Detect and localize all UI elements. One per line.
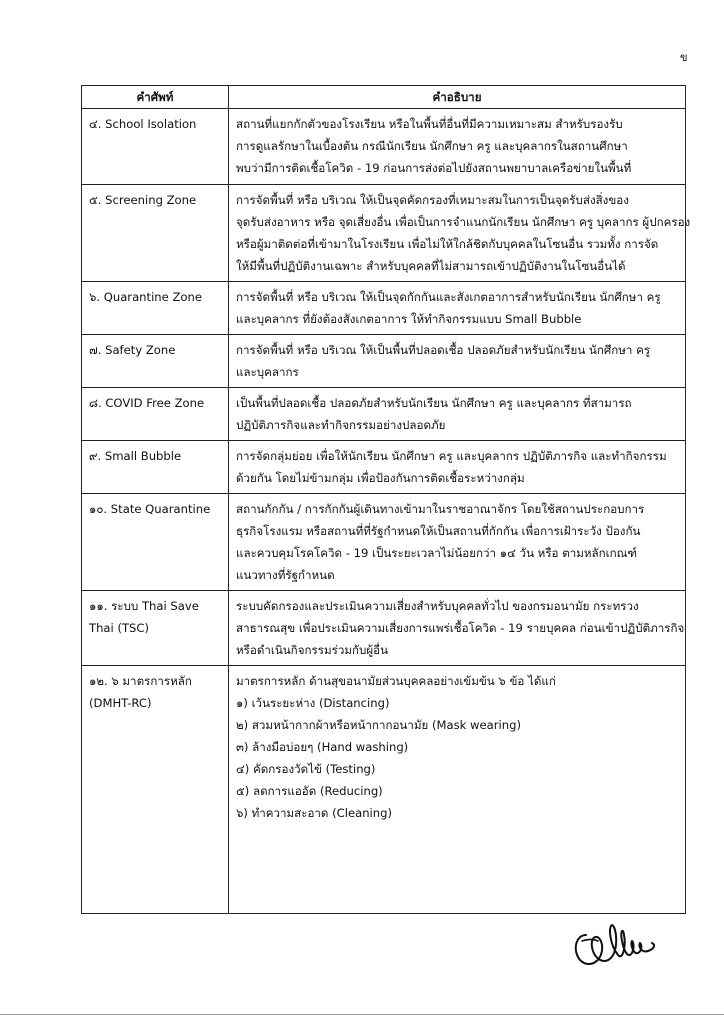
- description-line: สถานที่แยกกักตัวของโรงเรียน หรือในพื้นที่อื่นที่มีความเหมาะสม สำหรับรองรับ: [236, 117, 623, 131]
- term-cell: ๗. Safety Zone: [82, 335, 229, 388]
- header-term: คำศัพท์: [82, 86, 229, 109]
- term-cell: ๔. School Isolation: [82, 109, 229, 185]
- description-cell: [229, 388, 686, 441]
- description-line: ๒) สวมหน้ากากผ้าหรือหน้ากากอนามัย (Mask wearing): [236, 718, 521, 732]
- description-line: ๕) ลดการแออัด (Reducing): [236, 784, 383, 798]
- description-line: ๖) ทำความสะอาด (Cleaning): [236, 806, 393, 820]
- signature: [568, 905, 668, 973]
- page-number: ข: [680, 51, 688, 64]
- bottom-rule: [0, 1014, 724, 1015]
- description-line: ด้วยกัน โดยไม่ข้ามกลุ่ม เพื่อป้องกันการติดเชื้อระหว่างกลุ่ม: [236, 471, 525, 485]
- table-row: [82, 388, 686, 441]
- table-header-row: [82, 86, 686, 109]
- description-line: ปฏิบัติภารกิจและทำกิจกรรมอย่างปลอดภัย: [236, 418, 446, 432]
- description-line: การดูแลรักษาในเบื้องต้น กรณีนักเรียน นักศึกษา ครู และบุคลากรในสถานศึกษา: [236, 139, 628, 153]
- description-line: สาธารณสุข เพื่อประเมินความเสี่ยงการแพร่เชื้อโควิด - 19 รายบุคคล ก่อนเข้าปฏิบัติภารกิจ: [236, 621, 685, 635]
- description-line: ให้มีพื้นที่ปฏิบัติงานเฉพาะ สำหรับบุคคลที่ไม่สามารถเข้าปฏิบัติงานในโซนอื่นได้: [236, 259, 626, 273]
- description-line: การจัดพื้นที่ หรือ บริเวณ ให้เป็นจุดคัดกรองที่เหมาะสมในการเป็นจุดรับส่งสิ่งของ: [236, 193, 629, 207]
- description-line: ธุรกิจโรงแรม หรือสถานที่ที่รัฐกำหนดให้เป็นสถานที่กักกัน เพื่อการเฝ้าระวัง ป้องกัน: [236, 524, 641, 538]
- term-cell: ๘. COVID Free Zone: [82, 388, 229, 441]
- term-cell: ๑๒. ๖ มาตรการหลัก (DMHT-RC): [82, 666, 229, 914]
- description-line: ๓) ล้างมือบ่อยๆ (Hand washing): [236, 740, 409, 754]
- description-line: การจัดพื้นที่ หรือ บริเวณ ให้เป็นจุดกักกันและสังเกตอาการสำหรับนักเรียน นักศึกษา ครู: [236, 290, 661, 304]
- term-cell: ๖. Quarantine Zone: [82, 282, 229, 335]
- description-line: ๔) คัดกรองวัดไข้ (Testing): [236, 762, 376, 776]
- description-line: ๑) เว้นระยะห่าง (Distancing): [236, 696, 390, 710]
- term-cell: ๑๑. ระบบ Thai Save Thai (TSC): [82, 591, 229, 666]
- table-row: [82, 185, 686, 282]
- description-line: พบว่ามีการติดเชื้อโควิด - 19 ก่อนการส่งต่อไปยังสถานพยาบาลเครือข่ายในพื้นที่: [236, 161, 632, 175]
- description-line: สถานกักกัน / การกักกันผู้เดินทางเข้ามาในราชอาณาจักร โดยใช้สถานประกอบการ: [236, 502, 645, 516]
- table-row: [82, 441, 686, 494]
- description-cell: [229, 441, 686, 494]
- description-cell: [229, 109, 686, 185]
- description-line: การจัดพื้นที่ หรือ บริเวณ ให้เป็นพื้นที่ปลอดเชื้อ ปลอดภัยสำหรับนักเรียน นักศึกษา ครู: [236, 343, 651, 357]
- header-description: คำอธิบาย: [229, 86, 686, 109]
- description-line: ระบบคัดกรองและประเมินความเสี่ยงสำหรับบุคคลทั่วไป ของกรมอนามัย กระทรวง: [236, 599, 639, 613]
- glossary-table: [81, 85, 691, 914]
- description-cell: [229, 185, 691, 282]
- description-line: การจัดกลุ่มย่อย เพื่อให้นักเรียน นักศึกษา ครู และบุคลากร ปฏิบัติภารกิจ และทำกิจกรรม: [236, 449, 667, 463]
- table-row: [82, 335, 686, 388]
- table-row: [82, 109, 686, 185]
- description-line: เป็นพื้นที่ปลอดเชื้อ ปลอดภัยสำหรับนักเรียน นักศึกษา ครู และบุคลากร ที่สามารถ: [236, 396, 632, 410]
- description-cell: [229, 335, 686, 388]
- description-cell: [229, 494, 686, 591]
- term-cell: ๕. Screening Zone: [82, 185, 229, 282]
- description-line: และบุคลากร: [236, 365, 299, 379]
- description-line: มาตรการหลัก ด้านสุขอนามัยส่วนบุคคลอย่างเข้มข้น ๖ ข้อ ได้แก่: [236, 674, 556, 688]
- description-line: และควบคุมโรคโควิด - 19 เป็นระยะเวลาไม่น้อยกว่า ๑๔ วัน หรือ ตามหลักเกณฑ์: [236, 546, 638, 560]
- table-row: [82, 282, 686, 335]
- description-cell: [229, 282, 686, 335]
- description-cell: [229, 666, 686, 914]
- table-row: [82, 494, 686, 591]
- description-line: แนวทางที่รัฐกำหนด: [236, 568, 335, 582]
- description-line: หรือดำเนินกิจกรรมร่วมกับผู้อื่น: [236, 643, 389, 657]
- description-line: และบุคลากร ที่ยังต้องสังเกตอาการ ให้ทำกิจกรรมแบบ Small Bubble: [236, 312, 582, 326]
- description-cell: [229, 591, 686, 666]
- table-row: [82, 591, 686, 666]
- term-cell: ๑๐. State Quarantine: [82, 494, 229, 591]
- description-line: หรือผู้มาติดต่อที่เข้ามาในโรงเรียน เพื่อไม่ให้ใกล้ชิดกับบุคคลในโซนอื่น รวมทั้ง การจัด: [236, 237, 659, 251]
- term-cell: ๙. Small Bubble: [82, 441, 229, 494]
- description-line: จุดรับส่งอาหาร หรือ จุดเสี่ยงอื่น เพื่อเป็นการจำแนกนักเรียน นักศึกษา ครู บุคลากร ผู้ปกครอง: [236, 215, 691, 229]
- table-row: [82, 666, 686, 914]
